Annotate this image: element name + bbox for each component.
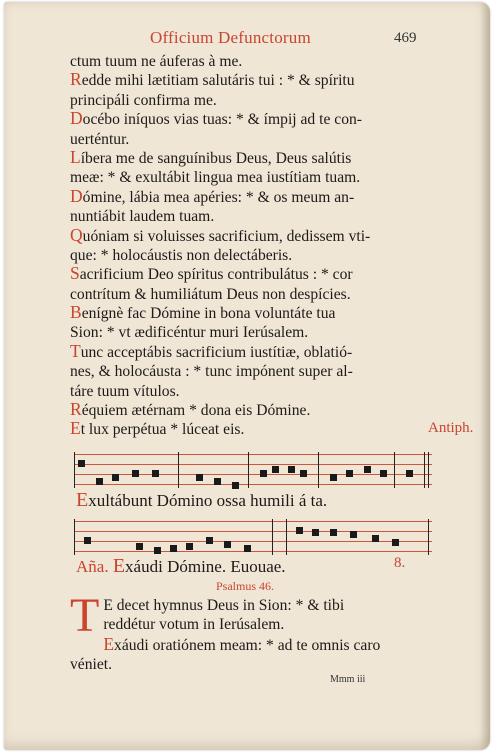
chant-note <box>392 539 399 546</box>
chant-lyric-1: Exultábunt Dómino ossa humili á ta. <box>76 489 328 511</box>
chant-note <box>244 545 251 552</box>
antiphon-abbrev: Aña. <box>76 557 109 576</box>
drop-cap: T <box>70 589 100 642</box>
verse-line: Exáudi oratiónem meam: * ad te omnis caro <box>103 634 381 654</box>
chant-note <box>78 460 85 467</box>
verse-line: nes, & holocáusta : * tunc impónent super al- <box>70 363 353 381</box>
chant-note <box>296 527 303 534</box>
verse-text <box>70 51 474 439</box>
chant-note <box>206 537 213 544</box>
running-head: Officium Defunctorum <box>150 28 311 47</box>
verse-line: principáli confirma me. <box>70 91 217 109</box>
verse-line: uerténtur. <box>70 130 130 148</box>
verse-line: Réquiem ætérnam * dona eis Dómine. <box>70 399 311 420</box>
chant-note <box>364 466 371 473</box>
chant-note <box>380 470 387 477</box>
chant-note <box>224 541 231 548</box>
verse-line: nuntiábit laudem tuam. <box>70 208 215 226</box>
psalm-label: Psalmus 46. <box>216 579 275 593</box>
verse-line: contrítum & humiliátum Deus non despícies. <box>70 285 351 303</box>
chant-note <box>84 537 91 544</box>
chant-note <box>96 478 103 485</box>
chant-staff-2 <box>74 519 432 555</box>
mode-number: 8. <box>394 555 406 571</box>
verse-line: Et lux perpétua * lúceat eis. Antiph. <box>70 418 474 439</box>
verse-line: ctum tuum ne áuferas à me. <box>70 53 243 70</box>
book-page <box>4 2 490 750</box>
verse-line: que: * holocáustis non delectáberis. <box>70 246 293 264</box>
chant-note <box>330 474 337 481</box>
verse-line: Sion: * vt ædificéntur muri Ierúsalem. <box>70 324 309 342</box>
chant-note <box>346 470 353 477</box>
verse-line: Docébo iníquos vias tuas: * & ímpij ad te con- <box>70 108 362 129</box>
page-edge-shadow <box>480 2 490 750</box>
verse-line: Sacrificium Deo spíritus contribulátus : * cor <box>70 263 353 284</box>
verse-line: meæ: * & exultábit lingua mea iustítiam tuam. <box>70 169 361 187</box>
chant-note <box>196 474 203 481</box>
chant-note <box>406 470 413 477</box>
verse-line: véniet. <box>70 656 112 674</box>
chant-note <box>232 482 239 489</box>
chant-note <box>170 545 177 552</box>
chant-note <box>330 529 337 536</box>
page-number: 469 <box>394 30 417 46</box>
chant-note <box>136 543 143 550</box>
antiphon-label: Antiph. <box>428 420 474 437</box>
verse-line: Benígnè fac Dómine in bona voluntáte tua <box>70 302 336 323</box>
psalm-line: E decet hymnus Deus in Sion: * & tibi <box>103 597 345 614</box>
psalm-text <box>70 589 450 674</box>
chant-note <box>300 470 307 477</box>
verse-line: Quóniam si voluisses sacrificium, dedissem vti- <box>70 224 371 245</box>
chant-note <box>132 470 139 477</box>
verse-line: táre tuum vítulos. <box>70 382 180 400</box>
chant-note <box>152 470 159 477</box>
chant-staff-1 <box>74 452 432 488</box>
chant-note <box>272 466 279 473</box>
chant-note <box>112 474 119 481</box>
chant-note <box>186 543 193 550</box>
verse-line: Dómine, lábia mea apéries: * & os meum an- <box>70 185 355 206</box>
chant-note <box>214 478 221 485</box>
verse-line: Líbera me de sanguínibus Deus, Deus salútis <box>70 146 352 167</box>
verse-line: Redde mihi lætitiam salutáris tui : * & spíritu <box>70 69 355 90</box>
psalm-line: reddétur votum in Ierúsalem. <box>103 616 285 634</box>
chant-lyric-2: Aña. Exáudi Dómine. Euouae. <box>76 555 286 577</box>
chant-note <box>372 535 379 542</box>
chant-note <box>260 470 267 477</box>
chant-note <box>154 547 161 554</box>
chant-note <box>350 531 357 538</box>
chant-note <box>288 466 295 473</box>
signature-mark: Mmm iii <box>330 674 366 685</box>
verse-line: Tunc acceptábis sacrificium iustítiæ, oblatió- <box>70 340 353 361</box>
chant-note <box>312 529 319 536</box>
